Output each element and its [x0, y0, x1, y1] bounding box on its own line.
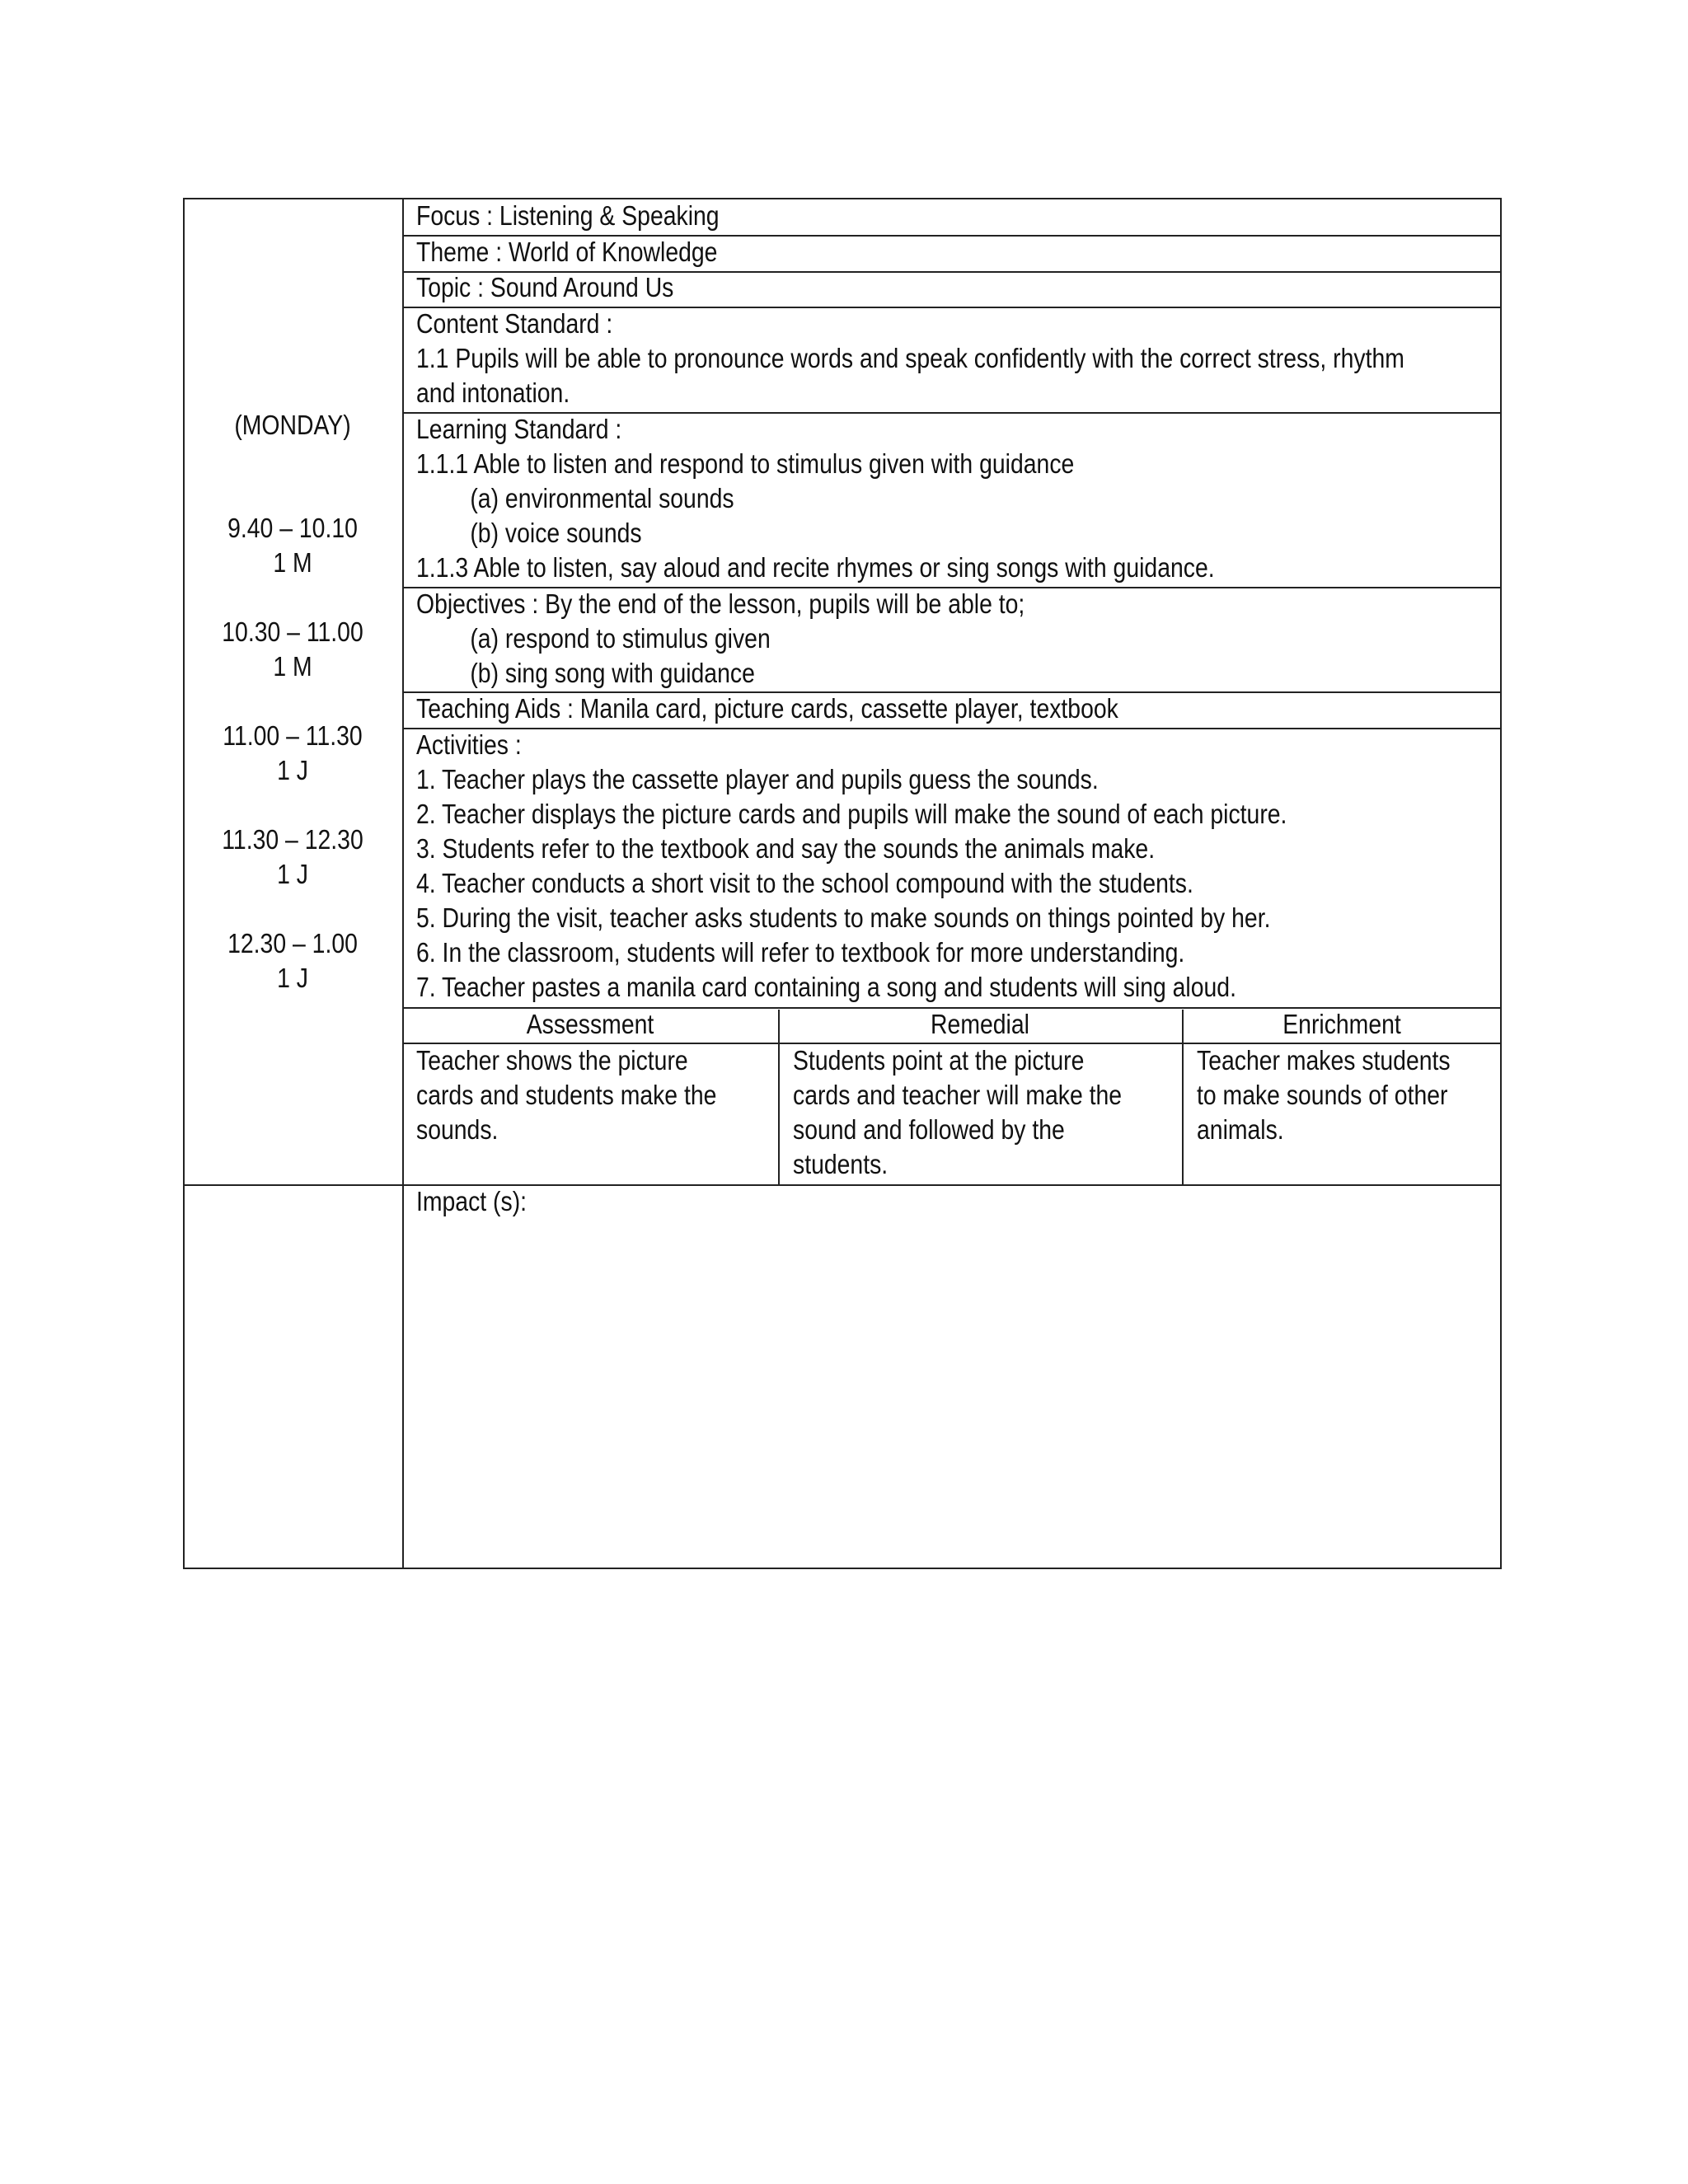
remedial-line: sound and followed by the — [793, 1114, 1065, 1145]
teaching-aids-row: Teaching Aids : Manila card, picture cards, cassette player, textbook — [416, 693, 1118, 724]
learning-standard-heading: Learning Standard : — [416, 414, 622, 444]
assessment-line: sounds. — [416, 1114, 499, 1145]
schedule-class: 1 J — [277, 859, 308, 889]
schedule-class: 1 J — [277, 755, 308, 785]
row-divider — [402, 728, 1502, 729]
activity-item: 2. Teacher displays the picture cards and pupils will make the sound of each picture. — [416, 799, 1287, 829]
content-standard-heading: Content Standard : — [416, 308, 613, 339]
remedial-header: Remedial — [931, 1009, 1029, 1039]
learning-standard-line: 1.1.3 Able to listen, say aloud and recite rhymes or sing songs with guidance. — [416, 552, 1215, 583]
objectives-heading: Objectives : By the end of the lesson, pupils will be able to; — [416, 588, 1025, 619]
remedial-line: Students point at the picture — [793, 1045, 1085, 1076]
schedule-time: 11.00 – 11.30 — [223, 720, 363, 751]
activity-item: 5. During the visit, teacher asks students to make sounds on things pointed by her. — [416, 902, 1271, 933]
objective-line: (b) sing song with guidance — [470, 658, 755, 688]
schedule-time: 10.30 – 11.00 — [222, 616, 363, 647]
content-standard-line: 1.1 Pupils will be able to pronounce words and speak confidently with the correct stress, rhythm — [416, 343, 1404, 373]
learning-standard-line: (a) environmental sounds — [470, 483, 734, 513]
activity-item: 7. Teacher pastes a manila card containing a song and students will sing aloud. — [416, 972, 1236, 1002]
column-divider — [402, 199, 404, 1569]
remedial-line: cards and teacher will make the — [793, 1080, 1123, 1110]
learning-standard-line: (b) voice sounds — [470, 518, 642, 548]
impact-label: Impact (s): — [416, 1186, 528, 1216]
enrichment-header: Enrichment — [1282, 1009, 1401, 1039]
schedule-class: 1 M — [273, 651, 312, 682]
assessment-line: Teacher shows the picture — [416, 1045, 688, 1076]
column-divider-remedial — [1182, 1010, 1184, 1184]
learning-standard-line: 1.1.1 Able to listen and respond to stimulus given with guidance — [416, 448, 1075, 479]
enrichment-line: animals. — [1197, 1114, 1284, 1145]
schedule-time: 11.30 – 12.30 — [222, 824, 363, 855]
activity-item: 6. In the classroom, students will refer to textbook for more understanding. — [416, 937, 1185, 968]
activity-item: 1. Teacher plays the cassette player and pupils guess the sounds. — [416, 764, 1099, 794]
enrichment-line: to make sounds of other — [1197, 1080, 1448, 1110]
assessment-line: cards and students make the — [416, 1080, 717, 1110]
schedule-class: 1 M — [273, 547, 312, 578]
schedule-class: 1 J — [277, 963, 308, 993]
day-label: (MONDAY) — [234, 410, 351, 440]
activities-heading: Activities : — [416, 729, 522, 760]
enrichment-line: Teacher makes students — [1197, 1045, 1451, 1076]
objective-line: (a) respond to stimulus given — [470, 623, 771, 654]
row-divider-impact — [185, 1184, 1502, 1186]
assessment-header: Assessment — [526, 1009, 654, 1039]
topic-row: Topic : Sound Around Us — [416, 272, 674, 302]
remedial-line: students. — [793, 1149, 889, 1179]
content-standard-line: and intonation. — [416, 377, 570, 408]
schedule-time: 9.40 – 10.10 — [227, 513, 358, 543]
schedule-time: 12.30 – 1.00 — [227, 928, 358, 958]
focus-row: Focus : Listening & Speaking — [416, 200, 720, 231]
activity-item: 4. Teacher conducts a short visit to the school compound with the students. — [416, 868, 1193, 898]
column-divider-assessment — [778, 1010, 780, 1184]
theme-row: Theme : World of Knowledge — [416, 237, 718, 267]
activity-item: 3. Students refer to the textbook and say the sounds the animals make. — [416, 833, 1156, 864]
